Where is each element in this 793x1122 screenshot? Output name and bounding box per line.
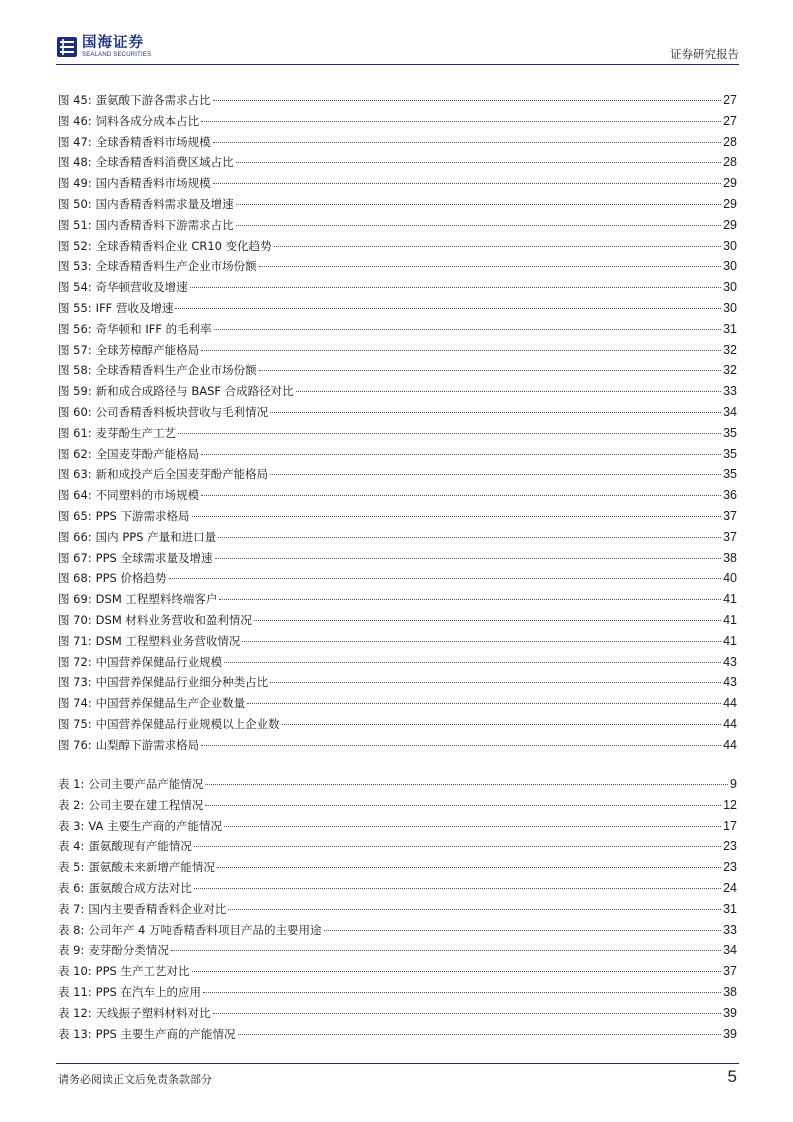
figure-entry-page: 35 xyxy=(723,446,737,461)
figure-entry-page: 44 xyxy=(723,716,737,731)
page-header xyxy=(56,36,739,66)
figure-entry-title: 全球香精香料消费区域占比 xyxy=(95,155,234,170)
dot-leader xyxy=(214,329,721,330)
dot-leader xyxy=(259,370,721,371)
figure-entry-page: 31 xyxy=(723,321,737,336)
table-entry-page: 31 xyxy=(723,901,737,916)
figure-entry-title: PPS 全球需求量及增速 xyxy=(95,550,213,565)
figure-entry[interactable] xyxy=(58,652,737,673)
figure-entry-label: 图 67: xyxy=(58,550,92,565)
company-logo xyxy=(56,36,151,59)
dot-leader xyxy=(201,350,721,351)
figure-entry-label: 图 66: xyxy=(58,529,92,544)
figure-entry-title: 全球香精香料企业 CR10 变化趋势 xyxy=(95,238,272,253)
table-entry-label: 表 11: xyxy=(58,984,92,999)
table-entry[interactable] xyxy=(58,940,737,961)
dot-leader xyxy=(213,100,721,101)
table-entry[interactable] xyxy=(58,857,737,878)
table-entry[interactable] xyxy=(58,836,737,857)
table-list xyxy=(58,774,737,1044)
figure-entry-title: 全球香精香料市场规模 xyxy=(95,134,211,149)
figure-entry-title: 中国营养保健品行业规模以上企业数 xyxy=(95,716,280,731)
figure-entry[interactable] xyxy=(58,672,737,693)
dot-leader xyxy=(194,846,721,847)
figure-entry-page: 27 xyxy=(723,113,737,128)
table-entry-label: 表 10: xyxy=(58,964,92,979)
figure-entry-page: 28 xyxy=(723,155,737,170)
dot-leader xyxy=(254,620,721,621)
dot-leader xyxy=(270,474,721,475)
figure-entry[interactable] xyxy=(58,194,737,215)
dot-leader xyxy=(236,162,721,163)
figure-entry-label: 图 48: xyxy=(58,155,92,170)
dot-leader xyxy=(201,121,721,122)
table-entry-label: 表 2: xyxy=(58,797,85,812)
figure-entry-page: 43 xyxy=(723,675,737,690)
table-entry-page: 12 xyxy=(723,797,737,812)
dot-leader xyxy=(201,745,721,746)
figure-entry-title: 国内香精香料下游需求占比 xyxy=(95,217,234,232)
figure-entry-title: 奇华顿和 IFF 的毛利率 xyxy=(95,321,212,336)
dot-leader xyxy=(236,225,721,226)
table-entry-page: 23 xyxy=(723,860,737,875)
logo-chinese-name: 国海证券 xyxy=(82,35,144,51)
table-entry-title: 蛋氨酸未来新增产能情况 xyxy=(88,860,215,875)
dot-leader xyxy=(324,930,722,931)
table-entry-page: 9 xyxy=(730,777,737,791)
dot-leader xyxy=(190,287,721,288)
figure-entry-label: 图 64: xyxy=(58,488,92,503)
table-entry-title: PPS 生产工艺对比 xyxy=(95,964,190,979)
dot-leader xyxy=(213,142,721,143)
figure-entry-label: 图 71: xyxy=(58,633,92,648)
figure-entry-label: 图 73: xyxy=(58,675,92,690)
table-entry-label: 表 8: xyxy=(58,922,85,937)
table-entry[interactable] xyxy=(58,899,737,920)
dot-leader xyxy=(270,682,721,683)
figure-entry-page: 30 xyxy=(723,300,737,315)
figure-entry-title: IFF 营收及增速 xyxy=(95,300,174,315)
figure-entry-label: 图 53: xyxy=(58,259,92,274)
figure-entry-label: 图 59: xyxy=(58,384,92,399)
figure-entry-label: 图 72: xyxy=(58,654,92,669)
dot-leader xyxy=(238,1034,722,1035)
figure-entry-title: 中国营养保健品生产企业数量 xyxy=(95,696,246,711)
dot-leader xyxy=(224,826,721,827)
dot-leader xyxy=(236,204,721,205)
dot-leader xyxy=(213,1013,721,1014)
dot-leader xyxy=(192,971,722,972)
logo-english-name: SEALAND SECURITIES xyxy=(82,52,152,58)
table-entry-label: 表 9: xyxy=(58,943,85,958)
table-entry-label: 表 1: xyxy=(58,777,85,791)
figure-list xyxy=(58,90,737,756)
figure-entry-title: 国内香精香料需求量及增速 xyxy=(95,196,234,211)
figure-entry[interactable] xyxy=(58,111,737,132)
figure-entry-title: 不同塑料的市场规模 xyxy=(95,488,200,503)
figure-entry-title: 饲料各成分成本占比 xyxy=(95,113,200,128)
figure-entry[interactable] xyxy=(58,444,737,465)
figure-entry[interactable] xyxy=(58,298,737,319)
dot-leader xyxy=(228,909,721,910)
figure-entry[interactable] xyxy=(58,485,737,506)
figure-entry-page: 43 xyxy=(723,654,737,669)
figure-entry-title: 国内香精香料市场规模 xyxy=(95,176,211,191)
figure-entry-page: 41 xyxy=(723,592,737,607)
figure-entry-label: 图 55: xyxy=(58,300,92,315)
table-entry-title: PPS 在汽车上的应用 xyxy=(95,984,201,999)
header-divider xyxy=(56,64,739,65)
figure-entry-title: 新和成合成路径与 BASF 合成路径对比 xyxy=(95,384,294,399)
page-number: 5 xyxy=(727,1067,737,1086)
figure-entry-title: 全球芳樟醇产能格局 xyxy=(95,342,200,357)
table-entry-label: 表 4: xyxy=(58,839,85,854)
figure-entry[interactable] xyxy=(58,506,737,527)
dot-leader xyxy=(203,992,721,993)
table-entry-page: 24 xyxy=(723,880,737,895)
table-entry[interactable] xyxy=(58,774,737,795)
figure-entry-title: 奇华顿营收及增速 xyxy=(95,280,188,295)
figure-entry-title: 蛋氨酸下游各需求占比 xyxy=(95,93,211,107)
dot-leader xyxy=(215,558,722,559)
table-entry[interactable] xyxy=(58,1024,737,1045)
figure-entry[interactable] xyxy=(58,215,737,236)
dot-leader xyxy=(218,537,721,538)
figure-entry-label: 图 54: xyxy=(58,280,92,295)
figure-entry[interactable] xyxy=(58,527,737,548)
dot-leader xyxy=(201,454,721,455)
figure-entry-title: DSM 工程塑料终端客户 xyxy=(95,592,218,607)
figure-entry-label: 图 74: xyxy=(58,696,92,711)
disclaimer-note: 请务必阅读正文后免责条款部分 xyxy=(58,1073,212,1086)
figure-entry[interactable] xyxy=(58,568,737,589)
figure-entry-label: 图 60: xyxy=(58,404,92,419)
dot-leader xyxy=(259,266,721,267)
figure-entry-label: 图 51: xyxy=(58,217,92,232)
figure-entry-page: 28 xyxy=(723,134,737,149)
figure-entry[interactable] xyxy=(58,423,737,444)
table-entry-title: PPS 主要生产商的产能情况 xyxy=(95,1026,236,1041)
table-entry[interactable] xyxy=(58,982,737,1003)
table-entry[interactable] xyxy=(58,1003,737,1024)
figure-entry-page: 37 xyxy=(723,508,737,523)
figure-entry-label: 图 68: xyxy=(58,571,92,586)
figure-entry-page: 29 xyxy=(723,196,737,211)
figure-entry-title: 公司香精香料板块营收与毛利情况 xyxy=(95,404,269,419)
table-entry[interactable] xyxy=(58,920,737,941)
dot-leader xyxy=(219,599,721,600)
figure-entry-label: 图 75: xyxy=(58,716,92,731)
dot-leader xyxy=(171,950,721,951)
table-entry-page: 37 xyxy=(723,964,737,979)
dot-leader xyxy=(224,662,721,663)
figure-entry-title: 中国营养保健品行业细分种类占比 xyxy=(95,675,269,690)
figure-entry-label: 图 52: xyxy=(58,238,92,253)
figure-entry-title: 全球香精香料生产企业市场份额 xyxy=(95,259,257,274)
table-entry-title: 蛋氨酸合成方法对比 xyxy=(88,880,192,895)
figure-entry-title: 中国营养保健品行业规模 xyxy=(95,654,223,669)
table-entry-page: 34 xyxy=(723,943,737,958)
dot-leader xyxy=(178,433,721,434)
figure-entry-label: 图 45: xyxy=(58,93,92,107)
figure-entry-page: 27 xyxy=(723,93,737,107)
table-entry-title: 国内主要香精香料企业对比 xyxy=(88,901,227,916)
figure-entry-label: 图 65: xyxy=(58,508,92,523)
figure-entry-page: 37 xyxy=(723,529,737,544)
figure-entry-label: 图 46: xyxy=(58,113,92,128)
figure-entry[interactable] xyxy=(58,693,737,714)
figure-entry[interactable] xyxy=(58,152,737,173)
document-type: 证券研究报告 xyxy=(670,47,739,61)
figure-entry-page: 35 xyxy=(723,425,737,440)
figure-entry-page: 36 xyxy=(723,488,737,503)
figure-entry-page: 29 xyxy=(723,217,737,232)
dot-leader xyxy=(201,495,721,496)
figure-entry[interactable] xyxy=(58,735,737,756)
dot-leader xyxy=(192,516,722,517)
figure-entry-title: 国内 PPS 产量和进口量 xyxy=(95,529,217,544)
table-entry-label: 表 7: xyxy=(58,901,85,916)
figure-entry[interactable] xyxy=(58,464,737,485)
figure-entry-page: 35 xyxy=(723,467,737,482)
figure-entry-title: PPS 下游需求格局 xyxy=(95,508,190,523)
figure-entry[interactable] xyxy=(58,548,737,569)
figure-entry[interactable] xyxy=(58,319,737,340)
figure-entry[interactable] xyxy=(58,402,737,423)
figure-entry-page: 30 xyxy=(723,280,737,295)
figure-entry-page: 34 xyxy=(723,404,737,419)
figure-entry-label: 图 47: xyxy=(58,134,92,149)
figure-entry-page: 32 xyxy=(723,363,737,378)
table-entry-label: 表 12: xyxy=(58,1005,92,1020)
figure-entry-title: 全国麦芽酚产能格局 xyxy=(95,446,200,461)
dot-leader xyxy=(194,888,721,889)
table-entry[interactable] xyxy=(58,961,737,982)
figure-entry[interactable] xyxy=(58,173,737,194)
figure-entry-title: DSM 材料业务营收和盈利情况 xyxy=(95,612,252,627)
figure-entry-page: 30 xyxy=(723,259,737,274)
table-entry-page: 39 xyxy=(723,1026,737,1041)
dot-leader xyxy=(213,183,721,184)
figure-entry-label: 图 57: xyxy=(58,342,92,357)
figure-entry[interactable] xyxy=(58,132,737,153)
dot-leader xyxy=(205,784,728,785)
figure-entry-label: 图 49: xyxy=(58,176,92,191)
figure-entry-page: 29 xyxy=(723,176,737,191)
figure-entry-label: 图 62: xyxy=(58,446,92,461)
figure-entry[interactable] xyxy=(58,589,737,610)
table-entry-title: 蛋氨酸现有产能情况 xyxy=(88,839,192,854)
figure-entry-title: 麦芽酚生产工艺 xyxy=(95,425,177,440)
figure-entry-label: 图 69: xyxy=(58,592,92,607)
table-entry-page: 33 xyxy=(723,922,737,937)
figure-entry-title: DSM 工程塑料业务营收情况 xyxy=(95,633,241,648)
table-entry-title: VA 主要生产商的产能情况 xyxy=(88,818,223,833)
figure-entry-page: 41 xyxy=(723,612,737,627)
dot-leader xyxy=(175,308,721,309)
sealand-logo-icon xyxy=(56,36,78,58)
figure-entry[interactable] xyxy=(58,277,737,298)
figure-entry[interactable] xyxy=(58,631,737,652)
table-entry[interactable] xyxy=(58,795,737,816)
figure-entry-page: 41 xyxy=(723,633,737,648)
figure-entry-label: 图 70: xyxy=(58,612,92,627)
figure-entry[interactable] xyxy=(58,340,737,361)
figure-entry-label: 图 63: xyxy=(58,467,92,482)
table-entry-page: 23 xyxy=(723,839,737,854)
figure-entry[interactable] xyxy=(58,256,737,277)
table-entry-label: 表 3: xyxy=(58,818,85,833)
figure-entry-page: 30 xyxy=(723,238,737,253)
figure-entry[interactable] xyxy=(58,381,737,402)
figure-entry-title: 山梨醇下游需求格局 xyxy=(95,737,200,752)
figure-entry[interactable] xyxy=(58,360,737,381)
figure-entry-page: 44 xyxy=(723,696,737,711)
figure-entry[interactable] xyxy=(58,714,737,735)
table-entry-page: 17 xyxy=(723,818,737,833)
figure-entry-title: PPS 价格趋势 xyxy=(95,571,167,586)
figure-entry-label: 图 61: xyxy=(58,425,92,440)
figure-entry-label: 图 56: xyxy=(58,321,92,336)
table-entry[interactable] xyxy=(58,878,737,899)
dot-leader xyxy=(205,805,721,806)
figure-entry[interactable] xyxy=(58,236,737,257)
figure-entry[interactable] xyxy=(58,610,737,631)
table-entry[interactable] xyxy=(58,816,737,837)
table-entry-label: 表 5: xyxy=(58,860,85,875)
figure-entry-page: 33 xyxy=(723,384,737,399)
figure-entry-label: 图 50: xyxy=(58,196,92,211)
table-entry-title: 天线振子塑料材料对比 xyxy=(95,1005,211,1020)
dot-leader xyxy=(270,412,721,413)
figure-entry[interactable] xyxy=(58,90,737,111)
dot-leader xyxy=(217,867,721,868)
dot-leader xyxy=(282,724,721,725)
figure-entry-label: 图 76: xyxy=(58,737,92,752)
table-entry-label: 表 13: xyxy=(58,1026,92,1041)
figure-entry-page: 32 xyxy=(723,342,737,357)
dot-leader xyxy=(247,703,721,704)
figure-entry-page: 40 xyxy=(723,571,737,586)
table-entry-title: 公司年产 4 万吨香精香料项目产品的主要用途 xyxy=(88,922,322,937)
figure-entry-title: 全球香精香料生产企业市场份额 xyxy=(95,363,257,378)
table-entry-title: 公司主要在建工程情况 xyxy=(88,797,204,812)
table-entry-page: 39 xyxy=(723,1005,737,1020)
footer-divider xyxy=(56,1063,739,1064)
figure-entry-page: 38 xyxy=(723,550,737,565)
dot-leader xyxy=(242,641,721,642)
table-entry-title: 麦芽酚分类情况 xyxy=(88,943,169,958)
table-entry-title: 公司主要产品产能情况 xyxy=(88,777,204,791)
dot-leader xyxy=(169,578,722,579)
figure-entry-label: 图 58: xyxy=(58,363,92,378)
dot-leader xyxy=(296,391,721,392)
figure-entry-page: 44 xyxy=(723,737,737,752)
figure-entry-title: 新和成投产后全国麦芽酚产能格局 xyxy=(95,467,269,482)
table-entry-label: 表 6: xyxy=(58,880,85,895)
table-entry-page: 38 xyxy=(723,984,737,999)
dot-leader xyxy=(274,246,721,247)
